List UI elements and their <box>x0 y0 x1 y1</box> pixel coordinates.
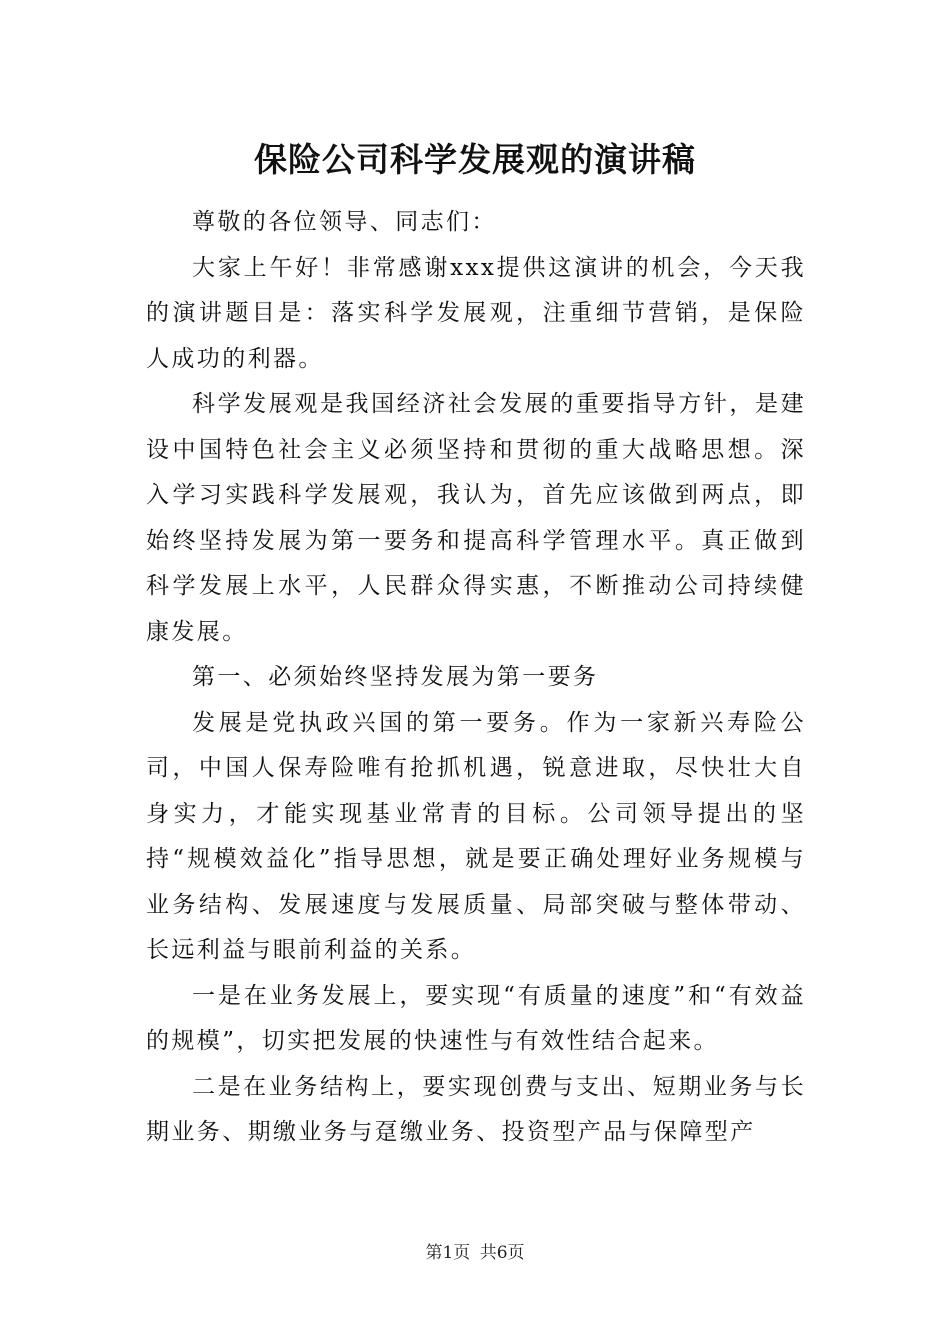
paragraph: 科学发展观是我国经济社会发展的重要指导方针，是建设中国特色社会主义必须坚持和贯彻的重大战略思想。深入学习实践科学发展观，我认为，首先应该做到两点，即始终坚持发展为第一要务和提高科学管理水平。真正做到科学发展上水平，人民群众得实惠，不断推动公司持续健康发展。 <box>146 391 806 645</box>
page-footer <box>0 1240 950 1266</box>
paragraph: 二是在业务结构上，要实现创费与支出、短期业务与长期业务、期缴业务与趸缴业务、投资型产品与保障型产 <box>146 1073 806 1145</box>
paragraph-salutation: 尊敬的各位领导、同志们： <box>192 209 497 235</box>
document-body <box>146 200 806 1156</box>
paragraph: 发展是党执政兴国的第一要务。作为一家新兴寿险公司，中国人保寿险唯有抢抓机遇，锐意进取，尽快壮大自身实力，才能实现基业常青的目标。公司领导提出的坚持“规模效益化”指导思想，就是要正确处理好业务规模与业务结构、发展速度与发展质量、局部突破与整体带动、长远利益与眼前利益的关系。 <box>146 709 806 963</box>
page-total: 共6页 <box>479 1243 525 1263</box>
page-number: 第1页 <box>425 1243 471 1263</box>
document-title: 保险公司科学发展观的演讲稿 <box>254 140 696 179</box>
paragraph: 一是在业务发展上，要实现“有质量的速度”和“有效益的规模”，切实把发展的快速性与有效性结合起来。 <box>146 982 806 1054</box>
section-heading: 第一、必须始终坚持发展为第一要务 <box>192 664 599 690</box>
paragraph: 大家上午好！非常感谢xxx提供这演讲的机会，今天我的演讲题目是：落实科学发展观，注重细节营销，是保险人成功的利器。 <box>146 254 806 372</box>
